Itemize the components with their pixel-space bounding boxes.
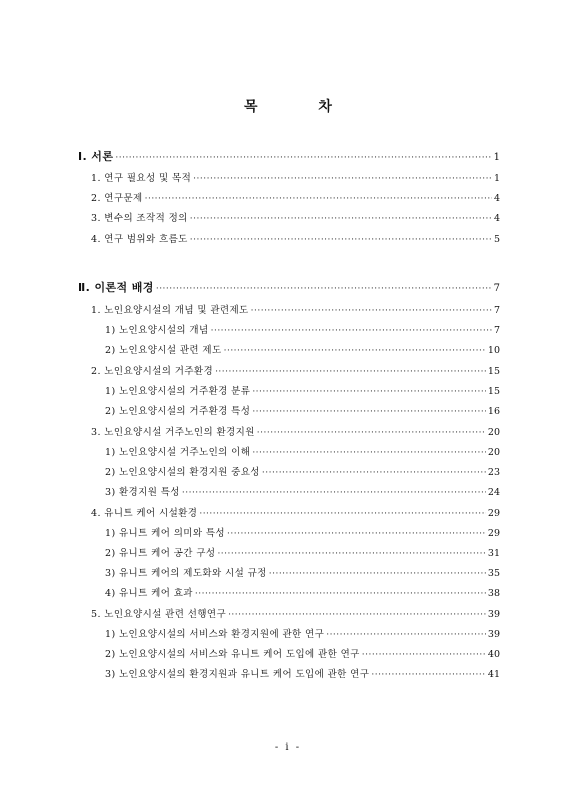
toc-leader	[251, 306, 492, 316]
toc-page-number: 20	[487, 447, 500, 458]
toc-label: 4. 연구 범위와 흐름도	[91, 234, 188, 245]
toc-leader	[252, 407, 486, 417]
toc-label: 1. 연구 필요성 및 목적	[91, 173, 192, 184]
toc-page-number: 39	[487, 609, 500, 620]
toc-leader	[115, 153, 491, 163]
toc-page-number: 7	[493, 283, 500, 294]
toc-leader	[145, 194, 492, 204]
toc-leader	[195, 589, 486, 599]
toc-page-number: 40	[487, 649, 500, 660]
toc-subsection[interactable]	[105, 383, 500, 399]
toc-subsection[interactable]	[105, 403, 500, 419]
toc-subsection[interactable]	[105, 565, 500, 581]
toc-subsection[interactable]	[105, 484, 500, 500]
toc-label: 4. 유니트 케어 시설환경	[91, 508, 198, 519]
toc-page-number: 29	[487, 508, 500, 519]
toc-label: 1) 노인요양시설의 거주환경 분류	[105, 386, 251, 397]
toc-page-number: 4	[493, 193, 500, 204]
toc-subsection[interactable]	[105, 342, 500, 358]
toc-label: 1) 노인요양시설의 개념	[105, 325, 209, 336]
toc-page-number: 1	[493, 152, 500, 163]
toc-label: 2. 연구문제	[91, 193, 143, 204]
toc-leader	[362, 650, 486, 660]
toc-page-number: 1	[493, 173, 500, 184]
toc-page-number: 31	[487, 548, 500, 559]
toc-page-number: 24	[487, 487, 500, 498]
page-title: 목 차	[244, 99, 360, 115]
toc-page-number: 38	[487, 588, 500, 599]
toc-page-number: 7	[493, 325, 500, 336]
toc-page-number: 41	[487, 669, 500, 680]
toc-section[interactable]	[91, 170, 500, 186]
toc-section[interactable]	[91, 363, 500, 379]
toc-leader	[257, 428, 486, 438]
toc-page-number: 23	[487, 467, 500, 478]
toc-subsection[interactable]	[105, 525, 500, 541]
toc-subsection[interactable]	[105, 545, 500, 561]
toc-label: 3) 노인요양시설의 환경지원과 유니트 케어 도입에 관한 연구	[105, 669, 370, 680]
toc-section[interactable]	[91, 606, 500, 622]
toc-label: 5. 노인요양시설 관련 선행연구	[91, 609, 227, 620]
toc-leader	[326, 630, 486, 640]
toc-leader	[371, 670, 486, 680]
toc-label: 3) 환경지원 특성	[105, 487, 180, 498]
toc-subsection[interactable]	[105, 666, 500, 682]
toc-section[interactable]	[91, 302, 500, 318]
toc-leader	[269, 569, 486, 579]
toc-leader	[252, 387, 486, 397]
toc-leader	[182, 488, 486, 498]
toc-label: 1) 노인요양시설의 서비스와 환경지원에 관한 연구	[105, 629, 325, 640]
toc-section[interactable]	[91, 210, 500, 226]
toc-chapter[interactable]	[78, 279, 500, 295]
toc-chapter[interactable]	[78, 148, 500, 164]
toc-leader	[252, 448, 486, 458]
toc-label: 1. 노인요양시설의 개념 및 관련제도	[91, 305, 249, 316]
toc-page-number: 20	[487, 427, 500, 438]
toc-section[interactable]	[91, 190, 500, 206]
toc-section[interactable]	[91, 505, 500, 521]
toc-label: Ⅰ. 서론	[78, 150, 114, 163]
toc-label: 1) 노인요양시설 거주노인의 이해	[105, 447, 251, 458]
toc-page-number: 5	[493, 234, 500, 245]
toc-page-number: 10	[487, 345, 500, 356]
toc-page-number: 16	[487, 406, 500, 417]
toc-label: 2) 노인요양시설 관련 제도	[105, 345, 222, 356]
toc-page-number: 15	[487, 366, 500, 377]
toc-page-number: 29	[487, 528, 500, 539]
toc-page-number: 35	[487, 568, 500, 579]
toc-subsection[interactable]	[105, 585, 500, 601]
toc-label: 4) 유니트 케어 효과	[105, 588, 193, 599]
toc-label: 1) 유니트 케어 의미와 특성	[105, 528, 225, 539]
toc-label: 3) 유니트 케어의 제도화와 시설 규정	[105, 568, 267, 579]
toc-subsection[interactable]	[105, 646, 500, 662]
page-footer-number: - i -	[274, 742, 302, 753]
toc-leader	[211, 326, 492, 336]
toc-leader	[228, 610, 486, 620]
toc-leader	[262, 468, 486, 478]
toc-leader	[217, 549, 485, 559]
toc-subsection[interactable]	[105, 464, 500, 480]
toc-subsection[interactable]	[105, 322, 500, 338]
toc-section[interactable]	[91, 231, 500, 247]
toc-section[interactable]	[91, 424, 500, 440]
toc-page-number: 15	[487, 386, 500, 397]
toc-label: 3. 노인요양시설 거주노인의 환경지원	[91, 427, 255, 438]
toc-leader	[190, 214, 492, 224]
toc-page-number: 7	[493, 305, 500, 316]
toc-label: Ⅱ. 이론적 배경	[78, 281, 154, 294]
toc-label: 2) 노인요양시설의 서비스와 유니트 케어 도입에 관한 연구	[105, 649, 360, 660]
toc-leader	[199, 509, 486, 519]
toc-label: 3. 변수의 조작적 정의	[91, 213, 188, 224]
toc-leader	[227, 529, 486, 539]
toc-leader	[215, 367, 486, 377]
toc-page-number: 39	[487, 629, 500, 640]
toc-leader	[224, 346, 486, 356]
toc-page-number: 4	[493, 213, 500, 224]
toc-leader	[193, 174, 492, 184]
toc-subsection[interactable]	[105, 626, 500, 642]
toc-label: 2) 노인요양시설의 환경지원 중요성	[105, 467, 260, 478]
toc-leader	[156, 284, 492, 294]
toc-label: 2. 노인요양시설의 거주환경	[91, 366, 214, 377]
toc-label: 2) 노인요양시설의 거주환경 특성	[105, 406, 251, 417]
toc-subsection[interactable]	[105, 444, 500, 460]
toc-leader	[190, 235, 492, 245]
toc-label: 2) 유니트 케어 공간 구성	[105, 548, 216, 559]
